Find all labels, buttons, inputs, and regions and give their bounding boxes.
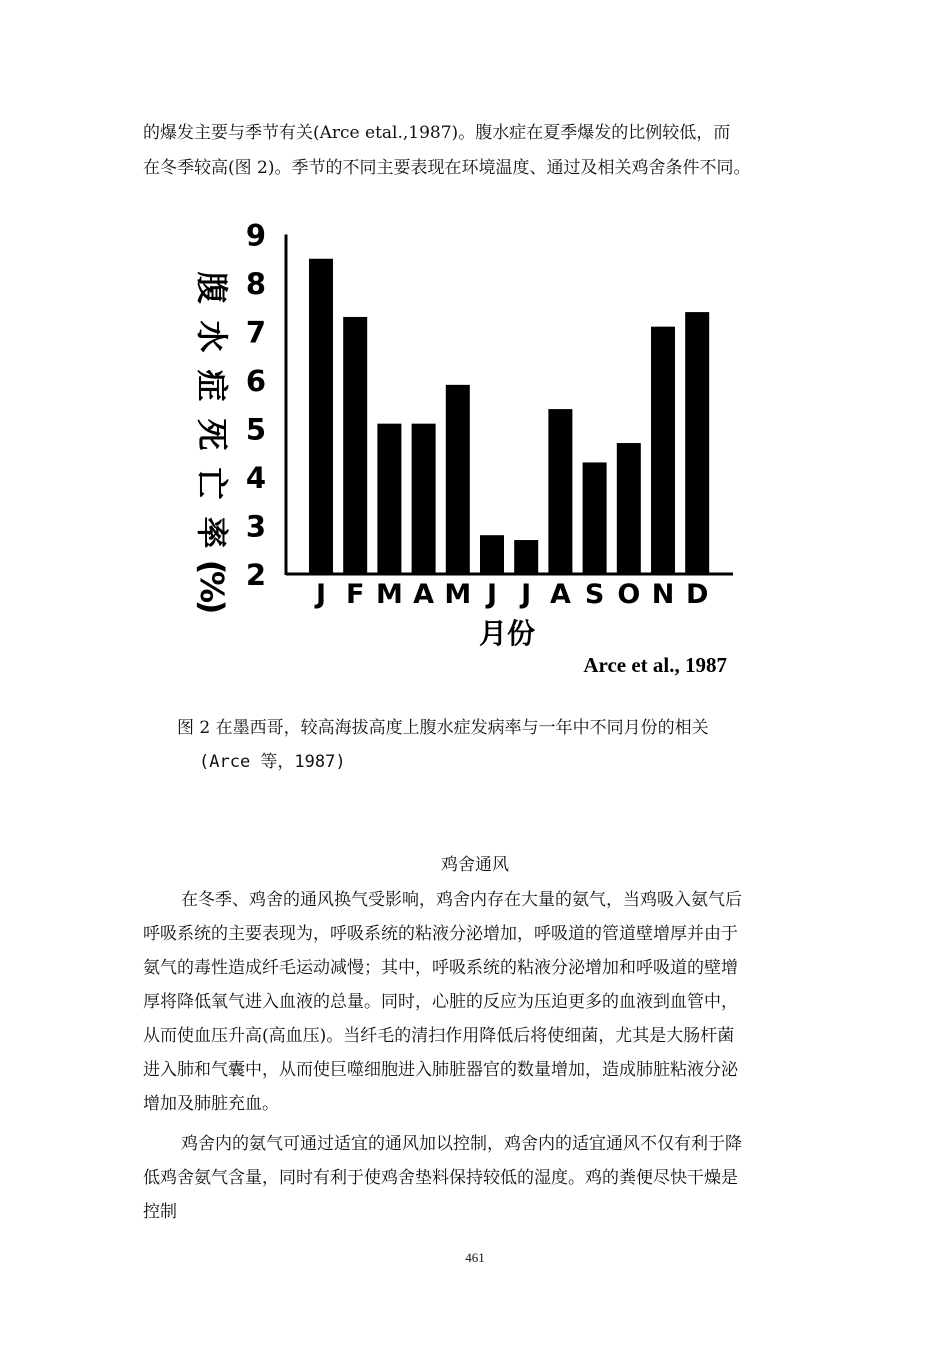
bar <box>377 424 401 574</box>
y-axis-ticks <box>246 219 266 593</box>
source-annotation: Arce et al., 1987 <box>583 653 727 677</box>
intro-line-1: 的爆发主要与季节有关(Arce etal.,1987)。腹水症在夏季爆发的比例较低，而 <box>143 123 731 143</box>
bar <box>309 259 333 574</box>
intro-line-2: 在冬季较高(图 2)。季节的不同主要表现在环境温度、通过及相关鸡舍条件不同。 <box>143 158 751 178</box>
paragraph-1-line: 进入肺和气囊中，从而使巨噬细胞进入肺脏器官的数量增加，造成肺脏粘液分泌 <box>143 1060 738 1080</box>
bar <box>548 409 572 574</box>
paragraph-1-line: 氨气的毒性造成纤毛运动减慢；其中，呼吸系统的粘液分泌增加和呼吸道的壁增 <box>143 958 738 978</box>
bar <box>514 540 538 574</box>
y-tick-label: 3 <box>245 509 266 544</box>
y-axis-label-char: 死 <box>193 418 231 451</box>
y-axis-label-char: 症 <box>193 369 231 402</box>
x-category-label: F <box>345 579 365 610</box>
x-category-label: J <box>486 579 498 610</box>
x-category-label: M <box>444 579 472 610</box>
y-tick-label: 6 <box>245 364 266 398</box>
paragraph-2-line: 低鸡舍氨气含量，同时有利于使鸡舍垫料保持较低的湿度。鸡的粪便尽快干燥是 <box>143 1168 738 1188</box>
y-tick-label: 8 <box>245 267 266 301</box>
x-category-label: A <box>549 579 571 610</box>
y-axis-label-char: ) <box>193 599 231 615</box>
x-category-label: S <box>584 579 605 610</box>
x-axis-label: 月份 <box>478 617 536 650</box>
paragraph-1-line: 增加及肺脏充血。 <box>143 1094 279 1114</box>
bar <box>651 327 675 574</box>
x-category-label: J <box>521 579 532 610</box>
y-axis-label-char: % <box>193 570 231 604</box>
x-axis-categories <box>314 579 708 610</box>
y-axis-label-char: 腹 <box>193 271 231 304</box>
figure-caption-source: (Arce 等，1987) <box>199 752 346 772</box>
y-axis-label-char: 水 <box>193 320 231 353</box>
x-category-label: D <box>685 579 709 610</box>
paragraph-2-line: 鸡舍内的氨气可通过适宜的通风加以控制，鸡舍内的适宜通风不仅有利于降 <box>181 1134 742 1154</box>
figure-caption: 图 2 在墨西哥，较高海拔高度上腹水症发病率与一年中不同月份的相关 <box>177 718 709 738</box>
bar <box>412 424 436 574</box>
x-category-label: M <box>375 579 403 610</box>
y-tick-label: 2 <box>245 558 266 592</box>
x-category-label: A <box>413 579 435 610</box>
section-title: 鸡舍通风 <box>441 855 509 875</box>
y-tick-label: 5 <box>245 412 266 447</box>
y-axis-label <box>193 271 231 614</box>
paragraph-1-line: 从而使血压升高(高血压)。当纤毛的清扫作用降低后将使细菌，尤其是大肠杆菌 <box>143 1026 735 1046</box>
bars <box>309 259 709 574</box>
y-tick-label: 9 <box>245 218 266 253</box>
y-tick-label: 4 <box>245 461 266 495</box>
y-tick-label: 7 <box>245 315 266 350</box>
bar <box>617 443 641 574</box>
x-category-label: J <box>315 579 327 610</box>
ascites-mortality-chart <box>180 205 760 680</box>
bar <box>446 385 470 574</box>
paragraph-1-line: 在冬季、鸡舍的通风换气受影响，鸡舍内存在大量的氨气，当鸡吸入氨气后 <box>181 890 742 910</box>
paragraph-1-line: 厚将降低氧气进入血液的总量。同时，心脏的反应为压迫更多的血液到血管中， <box>143 992 738 1012</box>
paragraph-1-line: 呼吸系统的主要表现为，呼吸系统的粘液分泌增加，呼吸道的管道壁增厚并由于 <box>143 924 738 944</box>
bar <box>583 462 607 574</box>
x-category-label: O <box>617 579 641 610</box>
y-axis-label-char: 率 <box>193 516 231 549</box>
bar <box>480 535 504 574</box>
x-category-label: N <box>651 579 675 610</box>
bar <box>343 317 367 574</box>
y-axis-label-char: ( <box>193 559 231 575</box>
paragraph-2-line: 控制 <box>143 1202 177 1222</box>
y-axis-label-char: 亡 <box>193 467 231 500</box>
page-number: 461 <box>465 1250 485 1265</box>
bar <box>685 312 709 574</box>
